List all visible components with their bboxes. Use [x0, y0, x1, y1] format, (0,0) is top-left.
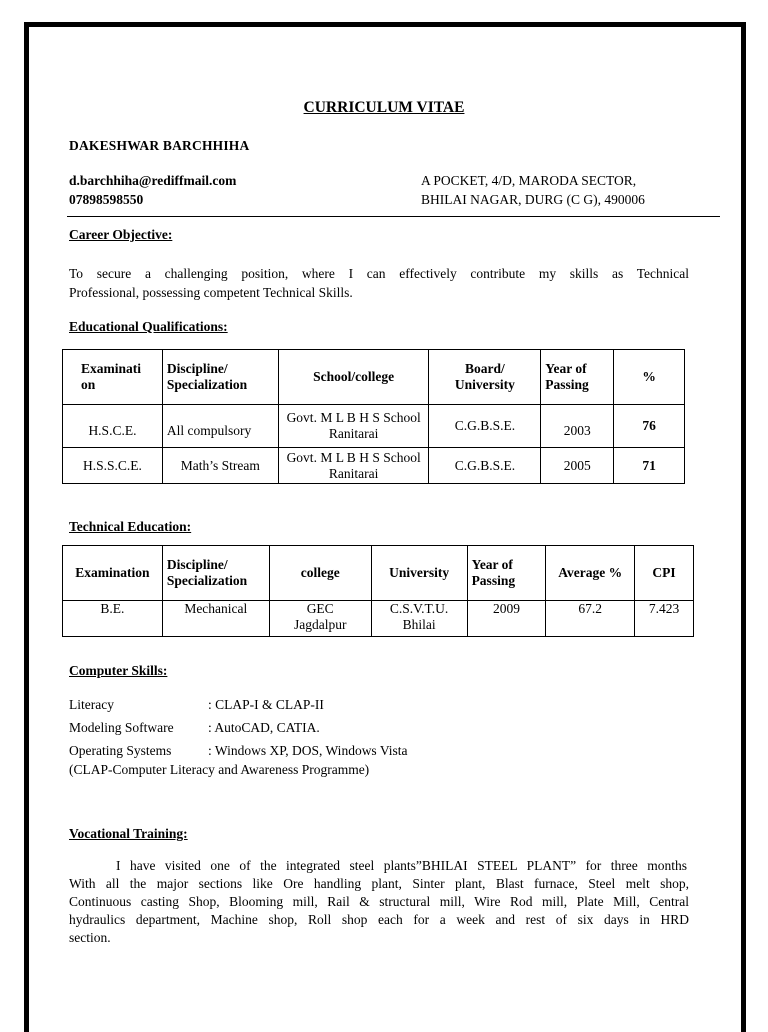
career-objective-line-2: Professional, possessing competent Technical Skills.: [69, 285, 353, 300]
education-school-cell: Govt. M L B H S School Ranitarai: [278, 448, 429, 484]
vocational-line-3: Continuous casting Shop, Blooming mill, Rail & structural mill, Wire Rod mill, Plate Mill, Central: [69, 894, 689, 909]
email-address: d.barchhiha@rediffmail.com: [69, 173, 237, 188]
education-percent-cell: 76: [614, 405, 685, 448]
technical-header-average: Average %: [546, 546, 635, 601]
career-objective-line-1: To secure a challenging position, where I can effectively contribute my skills as Technical: [69, 266, 689, 281]
education-header-school: School/college: [278, 350, 429, 405]
computer-skills-heading: Computer Skills:: [69, 663, 168, 678]
document-title: CURRICULUM VITAE: [303, 99, 465, 116]
technical-education-table: [62, 545, 694, 637]
skill-label-os: Operating Systems: [69, 743, 172, 758]
candidate-name: DAKESHWAR BARCHHIHA: [69, 138, 250, 153]
technical-header-year: Year of Passing: [467, 546, 546, 601]
table-row: [63, 601, 694, 637]
career-objective-heading: Career Objective:: [69, 227, 173, 242]
education-school-cell: Govt. M L B H S School Ranitarai: [278, 405, 429, 448]
technical-header-college: college: [269, 546, 371, 601]
vocational-line-1: I have visited one of the integrated steel plants”BHILAI STEEL PLANT” for three months: [116, 858, 687, 873]
table-row: [63, 448, 685, 484]
vocational-line-5: section.: [69, 930, 111, 945]
skill-value-literacy: : CLAP-I & CLAP-II: [208, 697, 324, 712]
education-year-cell: 2003: [541, 405, 614, 448]
education-board-cell: C.G.B.S.E.: [429, 405, 541, 448]
education-header-discipline: Discipline/ Specialization: [162, 350, 278, 405]
education-header-percent: %: [614, 350, 685, 405]
education-exam-cell: H.S.S.C.E.: [63, 448, 163, 484]
table-row: [63, 405, 685, 448]
address-line-2: BHILAI NAGAR, DURG (C G), 490006: [421, 192, 645, 207]
education-percent-cell: 71: [614, 448, 685, 484]
technical-header-discipline: Discipline/ Specialization: [162, 546, 269, 601]
technical-discipline-cell: Mechanical: [162, 601, 269, 637]
education-header-row: [63, 350, 685, 405]
education-discipline-cell: All compulsory: [162, 405, 278, 448]
education-table: [62, 349, 685, 484]
technical-header-university: University: [371, 546, 467, 601]
skill-value-os: : Windows XP, DOS, Windows Vista: [208, 743, 408, 758]
education-exam-cell: H.S.C.E.: [63, 405, 163, 448]
education-header-year: Year of Passing: [541, 350, 614, 405]
education-year-cell: 2005: [541, 448, 614, 484]
address-line-1: A POCKET, 4/D, MARODA SECTOR,: [421, 173, 637, 188]
technical-college-cell: GEC Jagdalpur: [269, 601, 371, 637]
education-discipline-cell: Math’s Stream: [162, 448, 278, 484]
technical-university-cell: C.S.V.T.U. Bhilai: [371, 601, 467, 637]
education-header-exam: Examinati on: [63, 350, 163, 405]
technical-year-cell: 2009: [467, 601, 546, 637]
vocational-line-2: With all the major sections like Ore handling plant, Sinter plant, Blast furnace, Steel melt shop,: [69, 876, 689, 891]
technical-exam-cell: B.E.: [63, 601, 163, 637]
education-board-cell: C.G.B.S.E.: [429, 448, 541, 484]
skill-label-literacy: Literacy: [69, 697, 114, 712]
technical-header-row: [63, 546, 694, 601]
technical-cpi-cell: 7.423: [635, 601, 694, 637]
education-header-board: Board/ University: [429, 350, 541, 405]
header-divider: [67, 216, 720, 217]
clap-note: (CLAP-Computer Literacy and Awareness Programme): [69, 762, 370, 777]
skill-label-modeling: Modeling Software: [69, 720, 174, 735]
vocational-training-heading: Vocational Training:: [69, 826, 188, 841]
technical-header-cpi: CPI: [635, 546, 694, 601]
technical-education-heading: Technical Education:: [69, 519, 192, 534]
technical-header-exam: Examination: [63, 546, 163, 601]
vocational-line-4: hydraulics department, Machine shop, Roll shop each for a week and rest of six days in HRD: [69, 912, 689, 927]
skill-value-modeling: : AutoCAD, CATIA.: [208, 720, 320, 735]
phone-number: 07898598550: [69, 192, 144, 207]
technical-average-cell: 67.2: [546, 601, 635, 637]
education-heading: Educational Qualifications:: [69, 319, 228, 334]
